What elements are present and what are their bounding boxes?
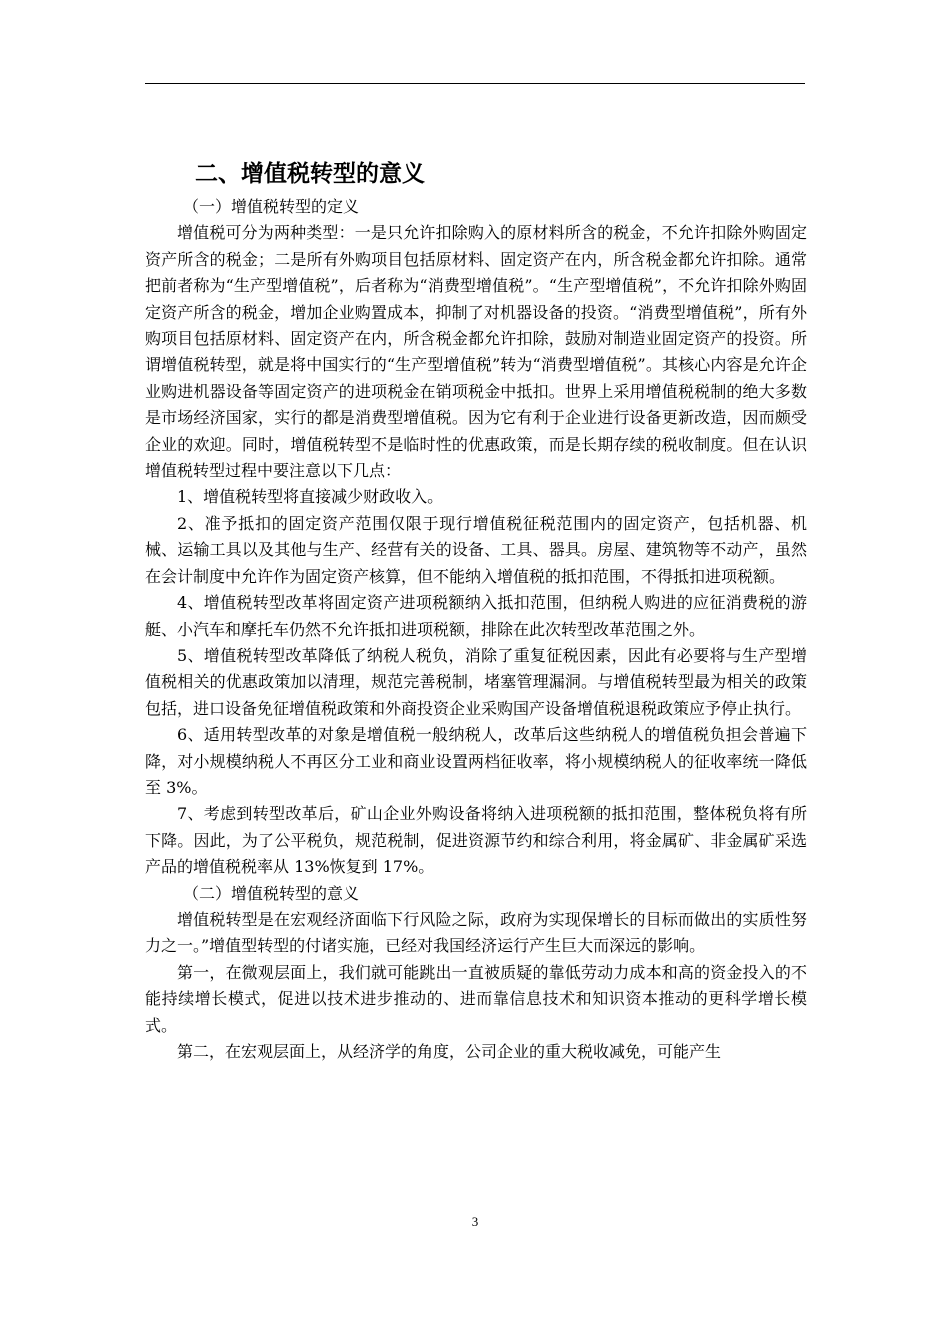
header-rule xyxy=(145,83,805,84)
list-item-6: 6、适用转型改革的对象是增值税一般纳税人，改革后这些纳税人的增值税负担会普遍下降，对小规模纳税人不再区分工业和商业设置两档征收率，将小规模纳税人的征收率统一降低至 3%。 xyxy=(145,725,807,797)
list-item-7: 7、考虑到转型改革后，矿山企业外购设备将纳入进项税额的抵扣范围，整体税负将有所下降。因此，为了公平税负，规范税制，促进资源节约和综合利用，将金属矿、非金属矿采选产品的增值税税率从 13%恢复到 17%。 xyxy=(145,804,807,877)
page-number: 3 xyxy=(471,1214,479,1229)
subsection-heading-definition: （一）增值税转型的定义 xyxy=(183,197,360,216)
paragraph-macro-level: 第二，在宏观层面上，从经济学的角度，公司企业的重大税收减免，可能产生 xyxy=(177,1042,722,1061)
paragraph-vat-types: 增值税可分为两种类型：一是只允许扣除购入的原材料所含的税金，不允许扣除外购固定资产所含的税金；二是所有外购项目包括原材料、固定资产在内，所含税金都允许扣除。通常把前者称为“生产型增值税”，后者称为“消费型增值税”。“生产型增值税”，不允许扣除外购固定资产所含的税金，增加企业购置成本，抑制了对机器设备的投资。“消费型增值税”，所有外购项目包括原材料、固定资产在内，所含税金都允许扣除，鼓励对制造业固定资产的投资。所谓增值税转型，就是将中国实行的“生产型增值税”转为“消费型增值税”。其核心内容是允许企业购进机器设备等固定资产的进项税金在销项税金中抵扣。世界上采用增值税税制的绝大多数是市场经济国家，实行的都是消费型增值税。因为它有利于企业进行设备更新改造，因而颇受企业的欢迎。同时，增值税转型不是临时性的优惠政策，而是长期存续的税收制度。但在认识增值税转型过程中要注意以下几点： xyxy=(145,223,807,481)
paragraph-micro-level: 第一，在微观层面上，我们就可能跳出一直被质疑的靠低劳动力成本和高的资金投入的不能持续增长模式，促进以技术进步推动的、进而靠信息技术和知识资本推动的更科学增长模式。 xyxy=(145,962,807,1035)
subsection-heading-significance: （二）增值税转型的意义 xyxy=(183,883,360,903)
list-item-4: 4、增值税转型改革将固定资产进项税额纳入抵扣范围，但纳税人购进的应征消费税的游艇、小汽车和摩托车仍然不允许抵扣进项税额，排除在此次转型改革范围之外。 xyxy=(145,593,807,639)
list-item-1: 1、增值税转型将直接减少财政收入。 xyxy=(177,487,444,507)
page-body xyxy=(145,158,807,1065)
list-item-2: 2、准予抵扣的固定资产范围仅限于现行增值税征税范围内的固定资产，包括机器、机械、运输工具以及其他与生产、经营有关的设备、工具、器具。房屋、建筑物等不动产，虽然在会计制度中允许作为固定资产核算，但不能纳入增值税的抵扣范围，不得抵扣进项税额。 xyxy=(145,513,807,586)
list-item-5: 5、增值税转型改革降低了纳税人税负，消除了重复征税因素，因此有必要将与生产型增值税相关的优惠政策加以清理，规范完善税制，堵塞管理漏洞。与增值税转型最为相关的政策包括，进口设备免征增值税政策和外商投资企业采购国产设备增值税退税政策应予停止执行。 xyxy=(145,645,807,718)
section-title: 二、增值税转型的意义 xyxy=(195,161,425,187)
paragraph-significance-intro: 增值税转型是在宏观经济面临下行风险之际，政府为实现保增长的目标而做出的实质性努力之一。”增值型转型的付诸实施，已经对我国经济运行产生巨大而深远的影响。 xyxy=(145,909,807,956)
